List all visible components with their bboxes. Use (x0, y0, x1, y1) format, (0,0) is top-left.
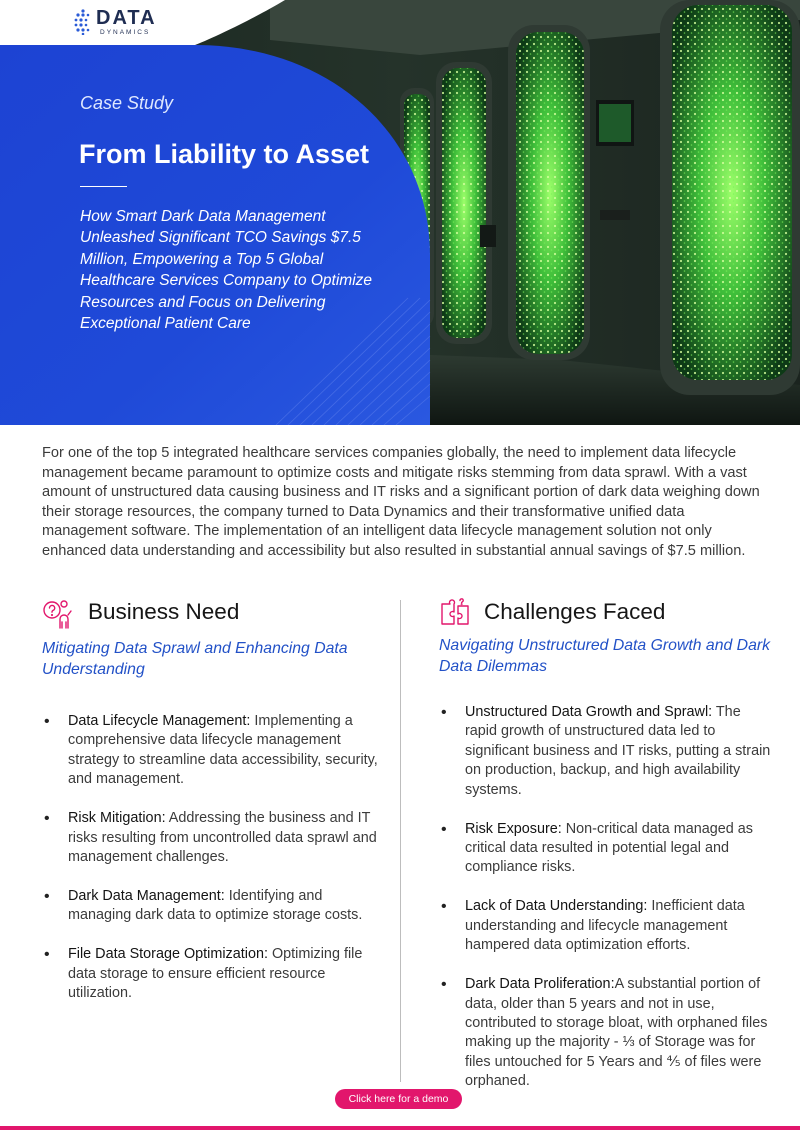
person-question-icon (42, 598, 74, 630)
list-item: • Dark Data Management: Identifying and managing dark data to optimize storage costs. (42, 887, 378, 926)
demo-button[interactable]: Click here for a demo (335, 1089, 462, 1109)
case-study-tag: Case Study (80, 93, 174, 113)
challenges-section (439, 596, 779, 1111)
title-divider (80, 186, 127, 187)
logo-mark-icon (74, 9, 92, 35)
list-item: • Dark Data Proliferation:A substantial portion of data, older than 5 years and not in use, contributed to storage bloat, with orphaned files making up the majority - ⅓ of Storage was for files untouched for 5 Years and ⅘ of files were orphaned. (439, 975, 781, 1091)
page-subtitle: How Smart Dark Data Management Unleashed Significant TCO Savings $7.5 Million, Empowering a Top 5 Global Healthcare Services Company to Optimize Resources and Focus on Delivering Exceptional Patient Care (80, 208, 373, 333)
logo-wordmark: DATA (96, 7, 157, 29)
footer-accent-bar (0, 1126, 800, 1130)
list-item: • Data Lifecycle Management: Implementing a comprehensive data lifecycle management strategy to streamline data accessibility, security, and management. (42, 712, 378, 790)
list-item: • File Data Storage Optimization: Optimizing file data storage to ensure efficient resource utilization. (42, 945, 378, 1003)
challenges-header (439, 596, 779, 632)
hero-banner (0, 0, 800, 425)
intro-paragraph: For one of the top 5 integrated healthcare services companies globally, the need to implement data lifecycle management became paramount to optimize costs and mitigate risks stemming from data sprawl. With a vast amount of unstructured data causing business and IT risks and a significant portion of dark data weighing down their storage resources, the company turned to Data Dynamics and their transformative unified data management software. The implementation of an intelligent data lifecycle management solution not only enhanced data understanding and accessibility but also resulted in substantial annual savings of $7.5 million. (42, 445, 760, 559)
business-need-list (42, 712, 378, 1004)
challenges-subtitle: Navigating Unstructured Data Growth and Dark Data Dilemmas (439, 637, 771, 675)
column-divider (400, 600, 401, 1082)
business-need-section (42, 596, 378, 1023)
list-item: • Risk Mitigation: Addressing the business and IT risks resulting from uncontrolled data sprawl and management challenges. (42, 809, 378, 867)
challenges-title: Challenges Faced (484, 599, 666, 624)
list-item: • Risk Exposure: Non-critical data managed as critical data resulted in potential legal and compliance risks. (439, 820, 775, 878)
logo-tagline: DYNAMICS (100, 29, 151, 36)
business-need-header (42, 596, 378, 632)
puzzle-question-icon (439, 598, 471, 630)
list-item: • Lack of Data Understanding: Inefficient data understanding and lifecycle management hampered data optimization efforts. (439, 897, 775, 955)
business-need-title: Business Need (88, 599, 240, 624)
list-item: • Unstructured Data Growth and Sprawl: The rapid growth of unstructured data led to significant business and IT risks, putting a strain on production, backup, and high availability systems. (439, 703, 775, 800)
challenges-list (439, 703, 779, 1092)
business-need-subtitle: Mitigating Data Sprawl and Enhancing Data Understanding (42, 640, 348, 678)
page-title: From Liability to Asset (79, 139, 370, 169)
